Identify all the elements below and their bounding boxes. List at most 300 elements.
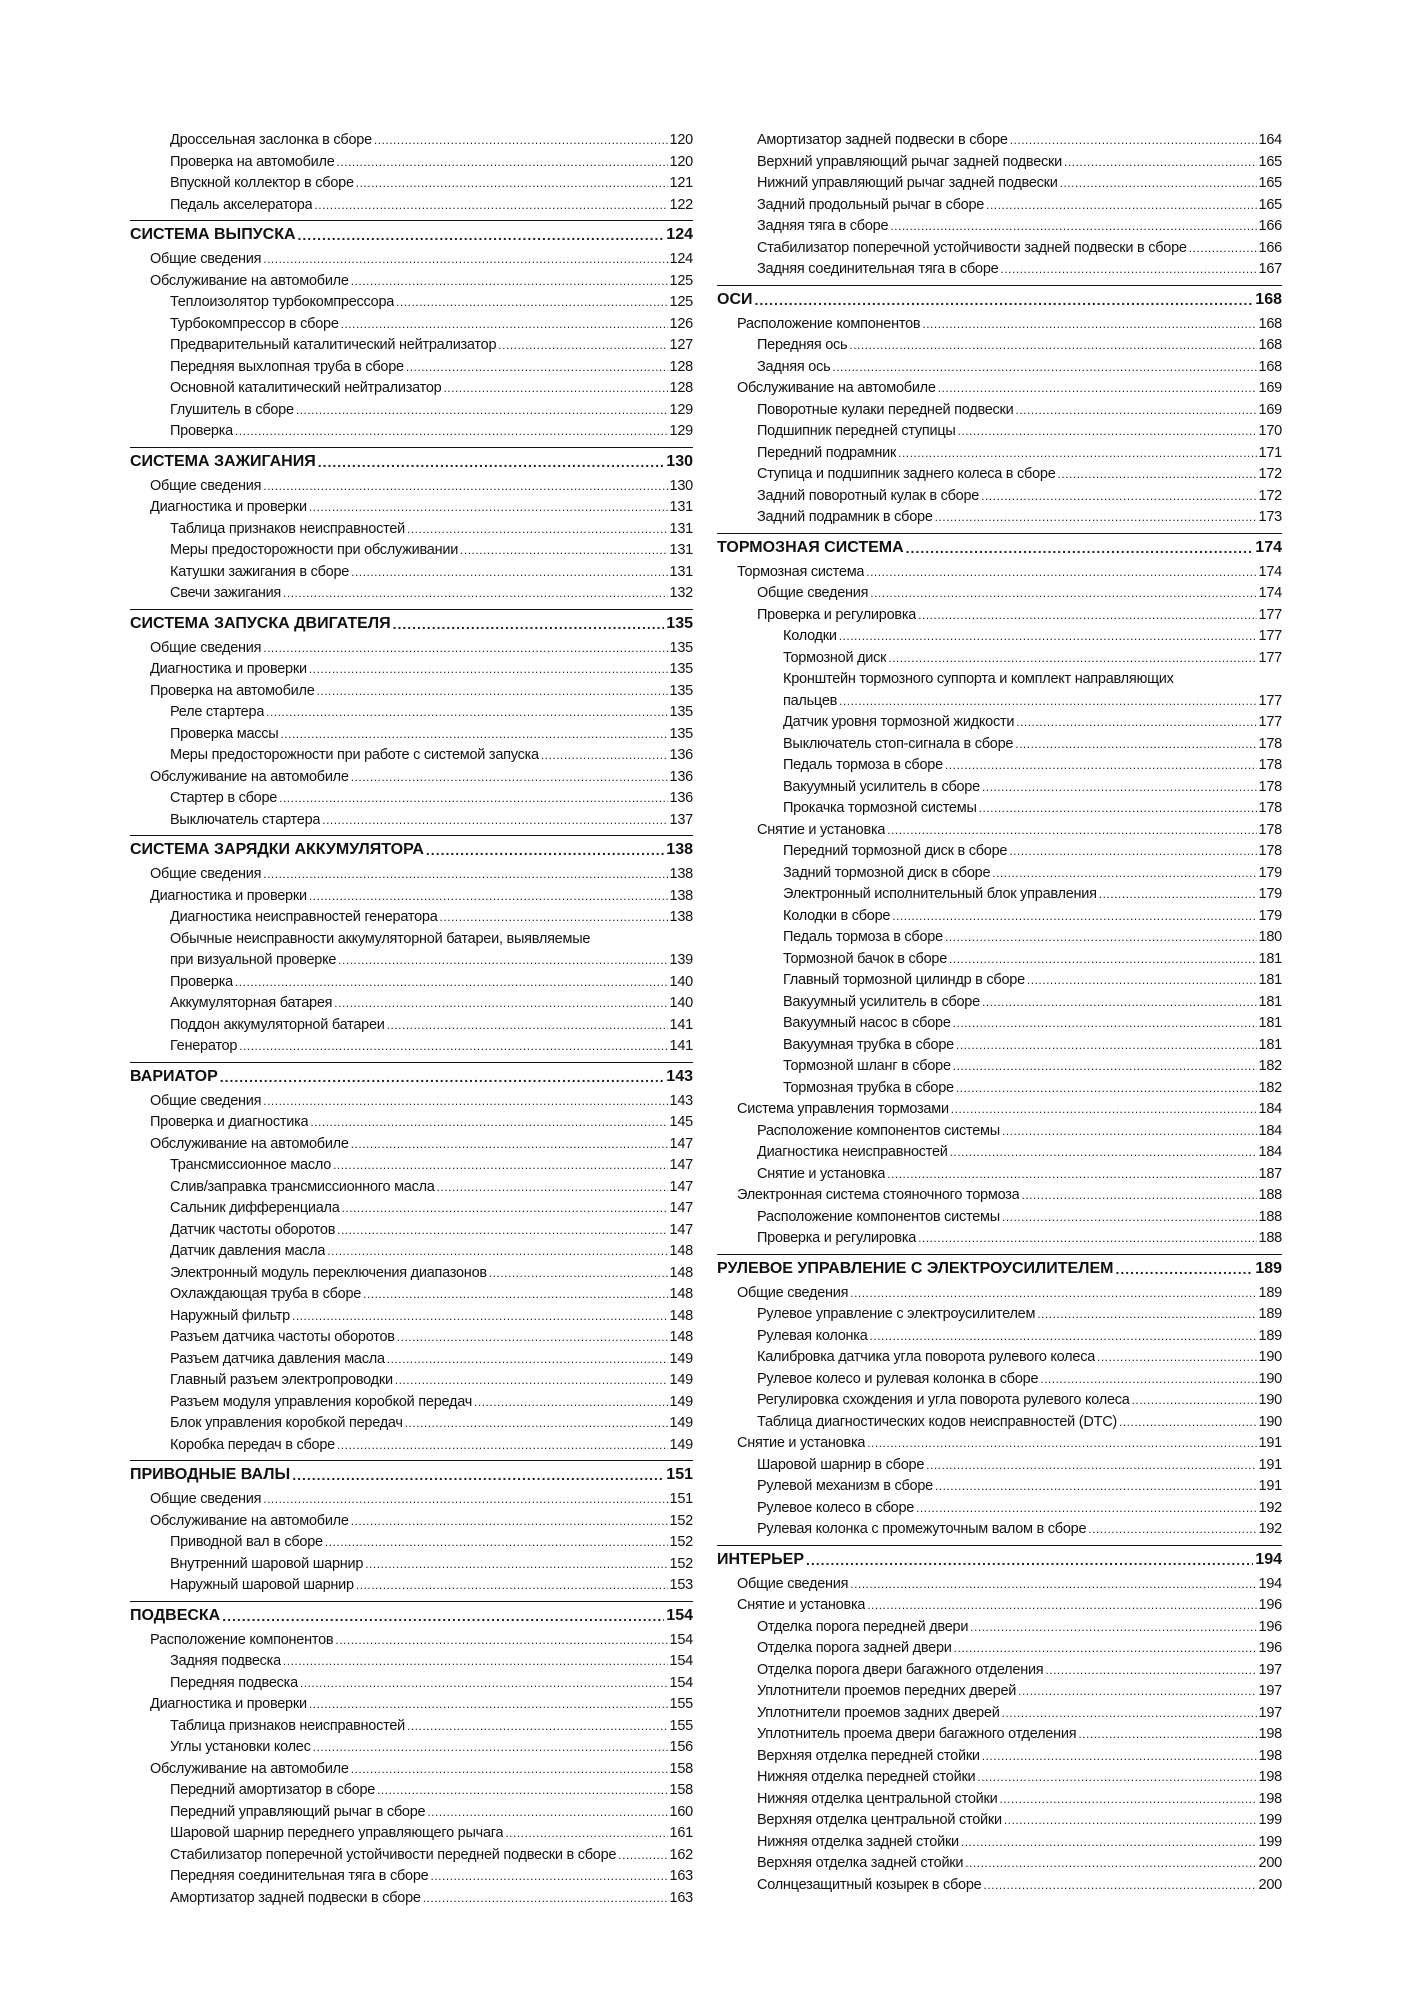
- toc-entry[interactable]: [717, 464, 1282, 486]
- toc-entry-title: Главный тормозной цилиндр в сборе: [783, 972, 1025, 988]
- dot-leader: [961, 1832, 1257, 1854]
- toc-entry[interactable]: [717, 1638, 1282, 1660]
- toc-entry[interactable]: [130, 886, 693, 908]
- toc-entry[interactable]: [130, 583, 693, 605]
- toc-entry-title: Колодки: [783, 628, 837, 644]
- dot-leader: [1016, 400, 1257, 422]
- toc-entry[interactable]: [717, 421, 1282, 443]
- toc-entry[interactable]: [717, 130, 1282, 152]
- dot-leader: [263, 249, 667, 271]
- toc-entry-page: 149: [669, 1393, 693, 1410]
- toc-entry[interactable]: [130, 1112, 693, 1134]
- toc-entry-page: 154: [666, 1606, 693, 1624]
- toc-entry-title: Меры предосторожности при работе с системой запуска: [170, 747, 539, 763]
- toc-entry-title: Таблица признаков неисправностей: [170, 1717, 405, 1734]
- toc-entry-title: Выключатель стартера: [170, 811, 321, 828]
- toc-entry-page: 147: [669, 1221, 693, 1238]
- toc-entry[interactable]: [130, 1888, 693, 1910]
- toc-entry-title: Снятие и установка: [757, 821, 886, 838]
- toc-entry[interactable]: [130, 130, 693, 152]
- toc-entry[interactable]: [717, 1035, 1282, 1057]
- toc-entry[interactable]: [717, 1519, 1282, 1541]
- toc-entry[interactable]: [717, 173, 1282, 195]
- dot-leader: [407, 1716, 668, 1738]
- toc-section-heading[interactable]: [717, 1254, 1282, 1283]
- dot-leader: [1097, 1347, 1257, 1369]
- toc-entry[interactable]: [130, 1413, 693, 1435]
- dot-leader: [839, 626, 1257, 648]
- dot-leader: [406, 357, 668, 379]
- toc-entry[interactable]: [130, 195, 693, 217]
- dot-leader: [1018, 1681, 1256, 1703]
- toc-entry[interactable]: [717, 1164, 1282, 1186]
- toc-entry[interactable]: [130, 1370, 693, 1392]
- dot-leader: [338, 950, 667, 972]
- toc-entry[interactable]: [717, 1767, 1282, 1789]
- toc-entry-page: 135: [669, 704, 693, 720]
- dot-leader: [1010, 130, 1257, 152]
- dot-leader: [440, 907, 668, 929]
- toc-entry[interactable]: [130, 1651, 693, 1673]
- toc-entry[interactable]: [130, 1802, 693, 1824]
- toc-entry[interactable]: [130, 1630, 693, 1652]
- toc-entry[interactable]: [717, 486, 1282, 508]
- toc-entry-page: 187: [1258, 1165, 1282, 1182]
- toc-entry[interactable]: [717, 1121, 1282, 1143]
- toc-entry[interactable]: [717, 1810, 1282, 1832]
- toc-entry-page: 147: [669, 1200, 693, 1216]
- toc-section-heading[interactable]: [130, 609, 693, 638]
- toc-entry[interactable]: [717, 507, 1282, 529]
- toc-entry[interactable]: [130, 767, 693, 789]
- toc-entry[interactable]: [717, 605, 1282, 627]
- toc-entry[interactable]: [717, 238, 1282, 260]
- toc-entry[interactable]: [717, 1681, 1282, 1703]
- toc-entry-title: Реле стартера: [170, 704, 265, 720]
- dot-leader: [953, 1013, 1257, 1035]
- toc-entry-title: Передний амортизатор в сборе: [170, 1782, 376, 1798]
- toc-entry[interactable]: [130, 745, 693, 767]
- dot-leader: [351, 1759, 668, 1781]
- toc-entry[interactable]: [717, 1283, 1282, 1305]
- toc-entry-page: 124: [666, 226, 693, 243]
- dot-leader: [1021, 1185, 1256, 1207]
- toc-entry[interactable]: [717, 734, 1282, 756]
- toc-entry-page: 165: [1258, 196, 1282, 213]
- toc-entry[interactable]: [130, 519, 693, 541]
- toc-entry[interactable]: [130, 1435, 693, 1457]
- toc-entry-page: 139: [669, 952, 693, 968]
- toc-entry[interactable]: [130, 540, 693, 562]
- toc-entry[interactable]: [130, 1241, 693, 1263]
- toc-entry[interactable]: [130, 1392, 693, 1414]
- dot-leader: [283, 1651, 668, 1673]
- dot-leader: [327, 1241, 667, 1263]
- toc-entry[interactable]: [130, 1823, 693, 1845]
- toc-entry[interactable]: [717, 648, 1282, 670]
- toc-entry[interactable]: [130, 1198, 693, 1220]
- toc-entry[interactable]: [130, 1694, 693, 1716]
- toc-entry-title: Тормозной диск: [783, 649, 887, 666]
- toc-entry-title: Проверка на автомобиле: [150, 682, 315, 699]
- toc-entry[interactable]: [130, 929, 693, 972]
- toc-entry[interactable]: [130, 1263, 693, 1285]
- toc-entry[interactable]: [717, 259, 1282, 281]
- toc-entry[interactable]: [130, 173, 693, 195]
- dot-leader: [498, 335, 667, 357]
- toc-entry[interactable]: [717, 1875, 1282, 1897]
- dot-leader: [956, 1035, 1257, 1057]
- toc-entry-title: Регулировка схождения и угла поворота рулевого колеса: [757, 1392, 1130, 1408]
- toc-entry-title: Электронная система стояночного тормоза: [737, 1187, 1020, 1203]
- toc-entry-title: Передняя подвеска: [170, 1674, 298, 1691]
- toc-entry-page: 198: [1258, 1726, 1282, 1742]
- toc-entry-page: 191: [1258, 1478, 1282, 1494]
- toc-entry[interactable]: [717, 195, 1282, 217]
- toc-entry[interactable]: [717, 562, 1282, 584]
- toc-entry-title: Теплоизолятор турбокомпрессора: [170, 294, 395, 310]
- toc-entry[interactable]: [717, 1574, 1282, 1596]
- toc-entry[interactable]: [717, 1433, 1282, 1455]
- dot-leader: [898, 443, 1256, 465]
- toc-entry-title: Проверка: [170, 423, 233, 439]
- toc-entry[interactable]: [130, 497, 693, 519]
- toc-entry[interactable]: [130, 378, 693, 400]
- toc-entry[interactable]: [130, 1134, 693, 1156]
- toc-entry[interactable]: [130, 292, 693, 314]
- dot-leader: [365, 1554, 667, 1576]
- toc-entry[interactable]: [130, 810, 693, 832]
- dot-leader: [887, 820, 1256, 842]
- toc-entry-title: Охлаждающая труба в сборе: [170, 1286, 362, 1302]
- dot-leader: [280, 724, 667, 746]
- toc-entry[interactable]: [130, 1575, 693, 1597]
- toc-entry[interactable]: [717, 335, 1282, 357]
- toc-section-heading[interactable]: [717, 285, 1282, 314]
- toc-section-heading[interactable]: [130, 1460, 693, 1489]
- toc-entry-page: 174: [1255, 538, 1282, 556]
- toc-entry-page: 129: [669, 423, 693, 439]
- toc-entry-page: 131: [669, 520, 693, 537]
- dot-leader: [300, 1673, 668, 1695]
- toc-entry[interactable]: [130, 1349, 693, 1371]
- toc-entry[interactable]: [130, 1780, 693, 1802]
- toc-entry-title: Коробка передач в сборе: [170, 1436, 335, 1453]
- dot-leader: [892, 906, 1256, 928]
- toc-entry-title: Проверка: [170, 973, 233, 990]
- toc-entry[interactable]: [717, 216, 1282, 238]
- toc-entry-title: Блок управления коробкой передач: [170, 1415, 403, 1431]
- toc-entry-page: 137: [669, 811, 693, 828]
- toc-entry[interactable]: [717, 1185, 1282, 1207]
- dot-leader: [867, 1595, 1256, 1617]
- toc-entry[interactable]: [717, 1142, 1282, 1164]
- toc-entry-title: Приводной вал в сборе: [170, 1534, 323, 1550]
- toc-entry[interactable]: [130, 788, 693, 810]
- toc-entry[interactable]: [717, 1455, 1282, 1477]
- dot-leader: [849, 335, 1256, 357]
- toc-entry[interactable]: [717, 1703, 1282, 1725]
- toc-entry[interactable]: [717, 626, 1282, 648]
- toc-entry[interactable]: [717, 1056, 1282, 1078]
- toc-entry[interactable]: [717, 1326, 1282, 1348]
- toc-entry-title: ТОРМОЗНАЯ СИСТЕМА: [717, 538, 904, 556]
- toc-entry-page: 136: [669, 768, 693, 785]
- toc-entry-title: Диагностика и проверки: [150, 887, 307, 904]
- toc-entry-title: Трансмиссионное масло: [170, 1157, 332, 1173]
- toc-entry[interactable]: [717, 1832, 1282, 1854]
- toc-entry[interactable]: [130, 702, 693, 724]
- toc-entry[interactable]: [130, 724, 693, 746]
- dot-leader: [1027, 970, 1257, 992]
- toc-entry-page: 199: [1258, 1833, 1282, 1850]
- toc-entry-page: 148: [669, 1264, 693, 1281]
- toc-entry[interactable]: [717, 798, 1282, 820]
- toc-entry[interactable]: [717, 820, 1282, 842]
- toc-entry[interactable]: [717, 1498, 1282, 1520]
- toc-entry[interactable]: [130, 357, 693, 379]
- toc-entry[interactable]: [717, 1617, 1282, 1639]
- dot-leader: [922, 314, 1256, 336]
- toc-entry[interactable]: [717, 970, 1282, 992]
- toc-entry-title: Рулевая колонка с промежуточным валом в сборе: [757, 1521, 1087, 1537]
- toc-entry[interactable]: [717, 400, 1282, 422]
- toc-entry[interactable]: [717, 1724, 1282, 1746]
- toc-entry-page: 136: [669, 790, 693, 806]
- toc-entry[interactable]: [717, 1347, 1282, 1369]
- toc-entry-title: Рулевой механизм в сборе: [757, 1478, 933, 1494]
- toc-entry-page: 173: [1258, 509, 1282, 525]
- toc-entry[interactable]: [717, 1412, 1282, 1434]
- toc-section-heading[interactable]: [130, 1062, 693, 1091]
- toc-section-heading[interactable]: [130, 1601, 693, 1630]
- dot-leader: [387, 1015, 668, 1037]
- toc-entry[interactable]: [717, 357, 1282, 379]
- toc-entry[interactable]: [130, 1327, 693, 1349]
- toc-entry[interactable]: [130, 562, 693, 584]
- toc-entry-title: Обслуживание на автомобиле: [150, 768, 349, 785]
- dot-leader: [979, 798, 1257, 820]
- toc-entry[interactable]: [130, 421, 693, 443]
- toc-entry-title: Внутренний шаровой шарнир: [170, 1555, 364, 1572]
- toc-entry[interactable]: [717, 841, 1282, 863]
- toc-entry[interactable]: [717, 777, 1282, 799]
- toc-entry[interactable]: [130, 152, 693, 174]
- toc-entry[interactable]: [130, 1489, 693, 1511]
- toc-entry[interactable]: [717, 1595, 1282, 1617]
- toc-entry[interactable]: [717, 1660, 1282, 1682]
- toc-entry-title: ПРИВОДНЫЕ ВАЛЫ: [130, 1466, 291, 1483]
- dot-leader: [341, 314, 668, 336]
- toc-entry[interactable]: [717, 1789, 1282, 1811]
- toc-entry-page: 199: [1258, 1812, 1282, 1828]
- toc-entry-title: ПОДВЕСКА: [130, 1606, 221, 1624]
- toc-entry[interactable]: [130, 1737, 693, 1759]
- toc-entry[interactable]: [717, 152, 1282, 174]
- dot-leader: [460, 540, 668, 562]
- toc-entry[interactable]: [130, 1673, 693, 1695]
- toc-entry[interactable]: [717, 1746, 1282, 1768]
- toc-entry-page: 125: [669, 272, 693, 289]
- toc-entry[interactable]: [130, 400, 693, 422]
- toc-entry[interactable]: [130, 1284, 693, 1306]
- toc-entry-page: 196: [1258, 1640, 1282, 1656]
- toc-entry[interactable]: [130, 659, 693, 681]
- dot-leader: [387, 1349, 668, 1371]
- dot-leader: [618, 1845, 667, 1867]
- toc-entry[interactable]: [717, 712, 1282, 734]
- toc-entry-page: 174: [1258, 563, 1282, 580]
- dot-leader: [1009, 841, 1256, 863]
- toc-entry[interactable]: [717, 755, 1282, 777]
- toc-entry-page: 158: [669, 1782, 693, 1798]
- toc-entry-title: Задняя тяга в сборе: [757, 218, 889, 234]
- toc-entry[interactable]: [130, 476, 693, 498]
- toc-entry[interactable]: [717, 863, 1282, 885]
- toc-entry[interactable]: [130, 335, 693, 357]
- toc-entry-title: СИСТЕМА ЗАРЯДКИ АККУМУЛЯТОРА: [130, 841, 424, 858]
- dot-leader: [363, 1284, 667, 1306]
- toc-entry[interactable]: [130, 271, 693, 293]
- toc-entry-title: Общие сведения: [737, 1284, 849, 1301]
- toc-entry-page: 141: [669, 1038, 693, 1054]
- toc-entry[interactable]: [130, 1554, 693, 1576]
- toc-entry-title: Углы установки колес: [170, 1739, 311, 1755]
- toc-entry[interactable]: [717, 1013, 1282, 1035]
- toc-entry-title: Нижняя отделка задней стойки: [757, 1833, 959, 1850]
- toc-entry-title: Разъем датчика давления масла: [170, 1350, 385, 1367]
- toc-entry[interactable]: [717, 443, 1282, 465]
- toc-entry-title: Рулевое колесо в сборе: [757, 1499, 915, 1516]
- toc-entry[interactable]: [130, 638, 693, 660]
- toc-entry-title: РУЛЕВОЕ УПРАВЛЕНИЕ С ЭЛЕКТРОУСИЛИТЕЛЕМ: [717, 1259, 1114, 1277]
- toc-entry-title-continued: при визуальной проверке: [170, 952, 337, 968]
- toc-entry[interactable]: [130, 249, 693, 271]
- toc-entry[interactable]: [717, 583, 1282, 605]
- toc-entry-page: 135: [669, 661, 693, 677]
- toc-entry[interactable]: [717, 1476, 1282, 1498]
- toc-entry[interactable]: [717, 1228, 1282, 1250]
- dot-leader: [1015, 734, 1256, 756]
- toc-entry[interactable]: [130, 1511, 693, 1533]
- toc-entry[interactable]: [130, 972, 693, 994]
- toc-entry-page: 197: [1258, 1683, 1282, 1699]
- toc-entry-page: 120: [669, 153, 693, 170]
- toc-entry[interactable]: [130, 1177, 693, 1199]
- toc-entry-page: 158: [669, 1760, 693, 1777]
- toc-entry[interactable]: [717, 669, 1282, 712]
- toc-entry[interactable]: [130, 864, 693, 886]
- toc-entry-title: Общие сведения: [150, 1491, 262, 1507]
- toc-entry-page: 194: [1255, 1550, 1282, 1568]
- toc-entry-page: 135: [669, 725, 693, 742]
- toc-section-heading[interactable]: [717, 1545, 1282, 1574]
- toc-entry[interactable]: [717, 1390, 1282, 1412]
- toc-entry[interactable]: [130, 1716, 693, 1738]
- toc-entry-title: Передний тормозной диск в сборе: [783, 843, 1008, 859]
- toc-entry-page: 131: [669, 499, 693, 515]
- toc-entry[interactable]: [717, 992, 1282, 1014]
- toc-entry-page: 163: [669, 1868, 693, 1884]
- dot-leader: [263, 638, 667, 660]
- toc-entry-page: 152: [669, 1555, 693, 1572]
- toc-entry[interactable]: [717, 1078, 1282, 1100]
- toc-entry-title: Катушки зажигания в сборе: [170, 563, 350, 580]
- toc-entry[interactable]: [130, 1532, 693, 1554]
- toc-entry[interactable]: [130, 1845, 693, 1867]
- dot-leader: [1002, 1703, 1257, 1725]
- toc-entry[interactable]: [717, 949, 1282, 971]
- toc-entry-page: 189: [1258, 1284, 1282, 1301]
- toc-entry-title: Вакуумный насос в сборе: [783, 1015, 951, 1031]
- toc-section-heading[interactable]: [717, 533, 1282, 562]
- toc-entry[interactable]: [130, 1759, 693, 1781]
- toc-section-heading[interactable]: [130, 835, 693, 864]
- toc-section-heading[interactable]: [130, 447, 693, 476]
- toc-entry[interactable]: [130, 1866, 693, 1888]
- toc-entry-page: 181: [1258, 1015, 1282, 1031]
- dot-leader: [1045, 1660, 1256, 1682]
- toc-entry[interactable]: [130, 1015, 693, 1037]
- toc-entry-title: Диагностика и проверки: [150, 1696, 307, 1712]
- toc-entry[interactable]: [717, 906, 1282, 928]
- dot-leader: [982, 1746, 1257, 1768]
- toc-entry-page: 169: [1258, 401, 1282, 418]
- toc-entry-title: Обслуживание на автомобиле: [150, 1512, 349, 1529]
- dot-leader: [982, 992, 1257, 1014]
- toc-entry[interactable]: [130, 1306, 693, 1328]
- dot-leader: [956, 1078, 1257, 1100]
- toc-entry[interactable]: [717, 1369, 1282, 1391]
- toc-entry[interactable]: [130, 314, 693, 336]
- toc-entry[interactable]: [717, 314, 1282, 336]
- dot-leader: [918, 605, 1256, 627]
- toc-entry[interactable]: [717, 927, 1282, 949]
- dot-leader: [806, 1546, 1253, 1574]
- toc-entry-title: Верхняя отделка задней стойки: [757, 1855, 964, 1871]
- dot-leader: [283, 583, 668, 605]
- toc-entry[interactable]: [130, 1220, 693, 1242]
- toc-entry[interactable]: [717, 1207, 1282, 1229]
- toc-entry-title: Поворотные кулаки передней подвески: [757, 401, 1014, 418]
- toc-entry-page: 141: [669, 1016, 693, 1033]
- toc-entry-page: 149: [669, 1350, 693, 1367]
- toc-entry[interactable]: [130, 907, 693, 929]
- toc-entry-page: 171: [1258, 444, 1282, 461]
- dot-leader: [322, 810, 667, 832]
- toc-entry-title: Нижний управляющий рычаг задней подвески: [757, 175, 1058, 191]
- toc-entry-title: Проверка и регулировка: [757, 606, 917, 623]
- toc-entry-title: Шаровой шарнир в сборе: [757, 1456, 925, 1473]
- toc-entry[interactable]: [717, 1099, 1282, 1121]
- toc-entry-title: Снятие и установка: [757, 1165, 886, 1182]
- toc-section-heading[interactable]: [130, 220, 693, 249]
- dot-leader: [235, 972, 668, 994]
- toc-entry[interactable]: [130, 1036, 693, 1058]
- toc-entry-title: Подшипник передней ступицы: [757, 423, 956, 439]
- toc-entry[interactable]: [717, 884, 1282, 906]
- toc-entry-page: 178: [1258, 800, 1282, 816]
- toc-entry[interactable]: [717, 1853, 1282, 1875]
- dot-leader: [945, 755, 1257, 777]
- toc-entry-page: 190: [1258, 1392, 1282, 1408]
- toc-entry[interactable]: [130, 1155, 693, 1177]
- toc-entry[interactable]: [717, 1304, 1282, 1326]
- toc-entry[interactable]: [130, 1091, 693, 1113]
- toc-entry[interactable]: [130, 993, 693, 1015]
- toc-entry[interactable]: [130, 681, 693, 703]
- toc-entry[interactable]: [717, 378, 1282, 400]
